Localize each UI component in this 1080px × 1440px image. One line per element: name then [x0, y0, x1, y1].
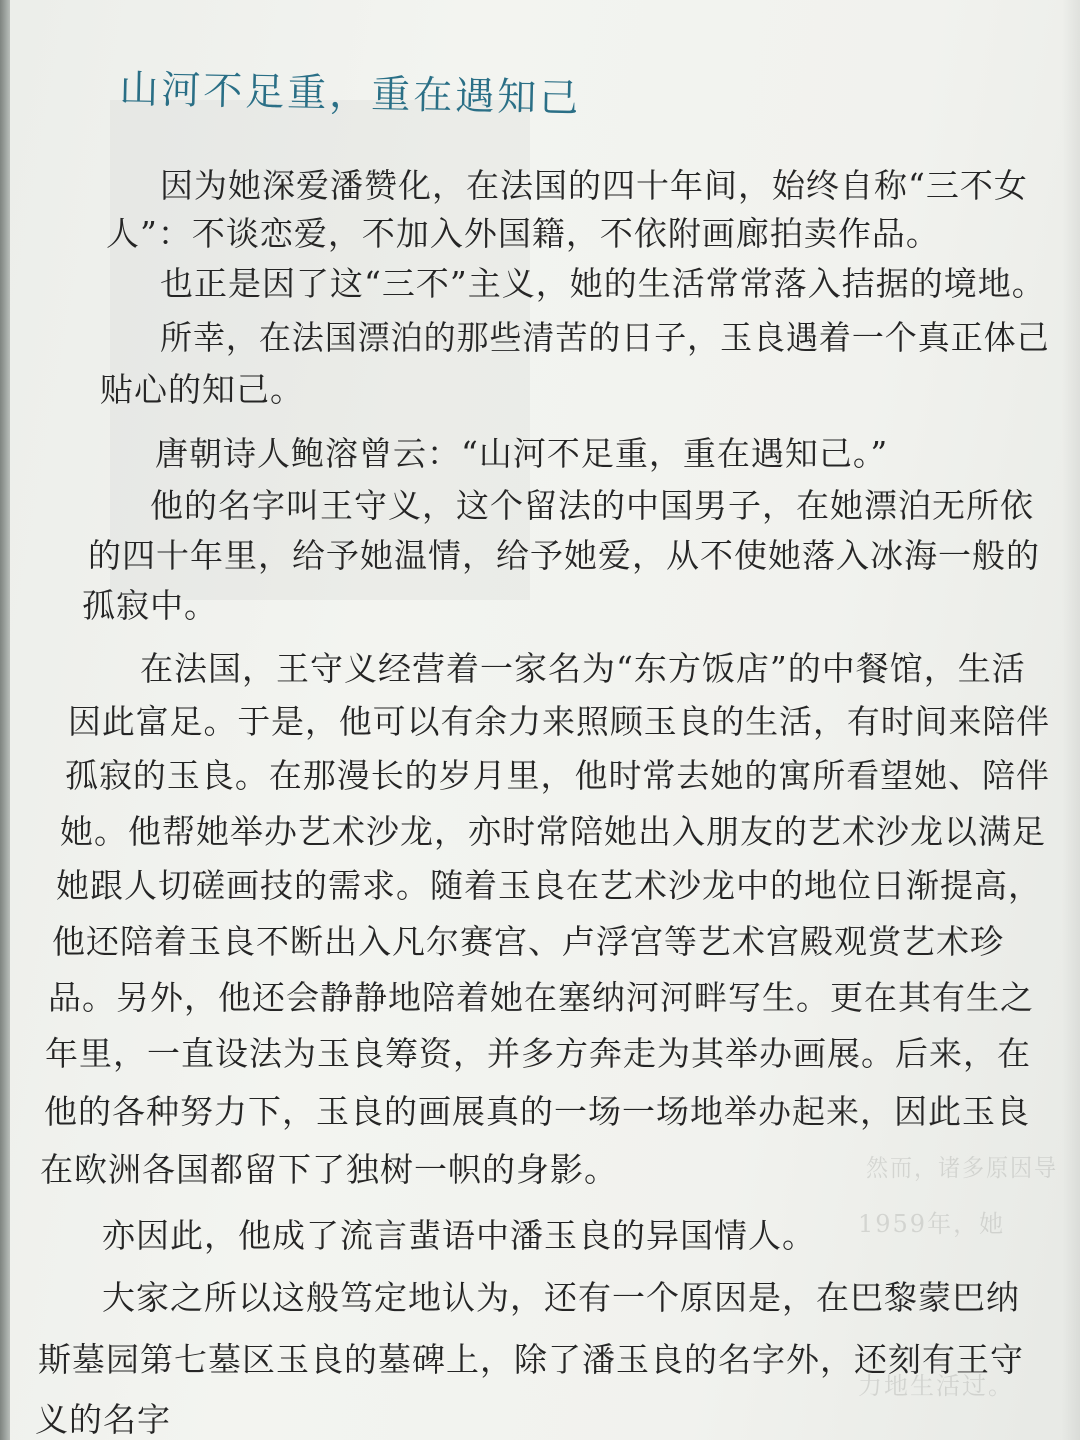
- text-line: 他的各种努力下，玉良的画展真的一场一场地举办起来，因此玉良: [44, 1092, 1030, 1131]
- text-line: 他的名字叫王守义，这个留法的中国男子，在她漂泊无所依: [150, 486, 1034, 525]
- text-line: 她。他帮她举办艺术沙龙，亦时常陪她出入朋友的艺术沙龙以满足: [60, 812, 1046, 851]
- text-line: 因此富足。于是，他可以有余力来照顾玉良的生活，有时间来陪伴: [68, 702, 1051, 741]
- text-line: 孤寂的玉良。在那漫长的岁月里，他时常去她的寓所看望她、陪伴: [65, 756, 1051, 795]
- page-edge-shadow: [1062, 0, 1080, 1440]
- text-line: 斯墓园第七墓区玉良的墓碑上，除了潘玉良的名字外，还刻有王守: [38, 1340, 1024, 1379]
- text-line: 贴心的知己。: [100, 370, 304, 409]
- bleed-through-text: 1959年，她: [858, 1210, 1006, 1238]
- text-line: 她跟人切磋画技的需求。随着玉良在艺术沙龙中的地位日渐提高，: [56, 866, 1042, 905]
- text-line: 唐朝诗人鲍溶曾云：“山河不足重，重在遇知己。”: [155, 434, 889, 473]
- text-line: 也正是因了这“三不”主义，她的生活常常落入拮据的境地。: [160, 264, 1046, 303]
- bleed-through-text: 然而，诸多原因导: [866, 1154, 1058, 1182]
- bleed-through-text: 力地生活过。: [858, 1372, 1014, 1400]
- text-line: 在法国，王守义经营着一家名为“东方饭店”的中餐馆，生活: [140, 649, 1026, 688]
- text-line: 他还陪着玉良不断出入凡尔赛宫、卢浮宫等艺术宫殿观赏艺术珍: [52, 922, 1004, 961]
- text-line: 因为她深爱潘赞化，在法国的四十年间，始终自称“三不女: [160, 166, 1028, 205]
- text-line: 所幸，在法国漂泊的那些清苦的日子，玉良遇着一个真正体己: [160, 318, 1050, 357]
- text-line: 年里，一直设法为玉良筹资，并多方奔走为其举办画展。后来，在: [45, 1034, 1031, 1073]
- book-page: [10, 0, 1080, 1440]
- text-line: 的四十年里，给予她温情，给予她爱，从不使她落入冰海一般的: [88, 536, 1040, 575]
- chapter-title: 山河不足重，重在遇知己: [118, 66, 582, 122]
- text-line: 亦因此，他成了流言蜚语中潘玉良的异国情人。: [102, 1216, 816, 1255]
- text-line: 义的名字: [35, 1400, 171, 1439]
- text-line: 人”：不谈恋爱，不加入外国籍，不依附画廊拍卖作品。: [106, 214, 940, 253]
- text-line: 品。另外，他还会静静地陪着她在塞纳河河畔写生。更在其有生之: [48, 978, 1034, 1017]
- text-line: 大家之所以这般笃定地认为，还有一个原因是，在巴黎蒙巴纳: [102, 1278, 1020, 1317]
- book-spine: [0, 0, 10, 1440]
- text-line: 孤寂中。: [82, 586, 218, 625]
- text-line: 在欧洲各国都留下了独树一帜的身影。: [40, 1150, 618, 1189]
